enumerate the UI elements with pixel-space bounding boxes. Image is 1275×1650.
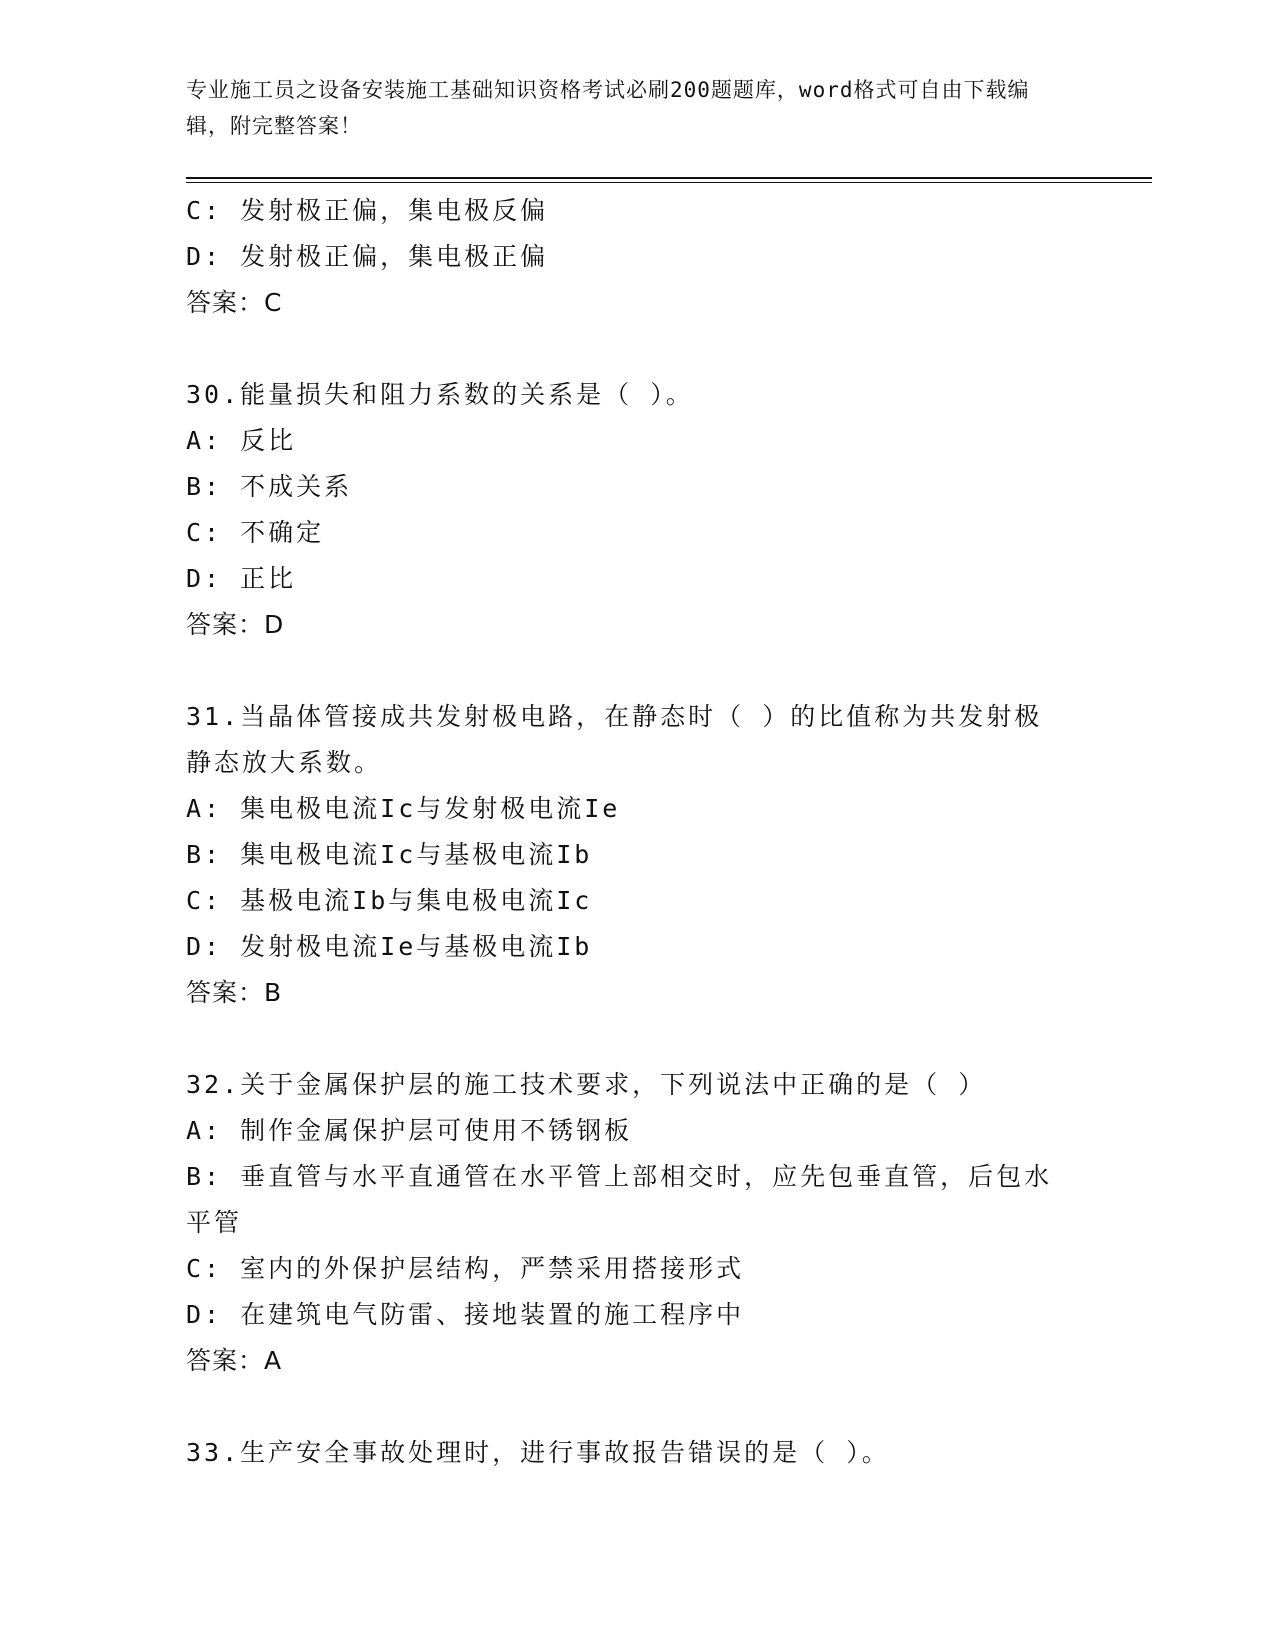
- option-b: B: 集电极电流Ic与基极电流Ib: [186, 840, 593, 869]
- option-a: A: 反比: [186, 426, 297, 455]
- question-stem: 30.能量损失和阻力系数的关系是（ ）。: [186, 380, 694, 409]
- option-a: A: 集电极电流Ic与发射极电流Ie: [186, 794, 621, 823]
- option-b: B: 垂直管与水平直通管在水平管上部相交时，应先包垂直管，后包水平管: [186, 1162, 1053, 1237]
- option-a: A: 制作金属保护层可使用不锈钢板: [186, 1116, 633, 1145]
- question-stem: 33.生产安全事故处理时，进行事故报告错误的是（ ）。: [186, 1438, 890, 1467]
- answer-line: 答案：B: [186, 978, 283, 1007]
- option-c: C: 不确定: [186, 518, 325, 547]
- option-b: B: 不成关系: [186, 472, 353, 501]
- answer-line: 答案：C: [186, 288, 283, 317]
- question-stem: 31.当晶体管接成共发射极电路，在静态时（ ）的比值称为共发射极静态放大系数。: [186, 702, 1043, 777]
- option-c: C: 发射极正偏，集电极反偏: [186, 196, 549, 225]
- option-c: C: 基极电流Ib与集电极电流Ic: [186, 886, 593, 915]
- spacer: [186, 648, 1086, 694]
- header-divider-thin: [186, 182, 1152, 183]
- answer-line: 答案：A: [186, 1346, 283, 1375]
- spacer: [186, 1384, 1086, 1430]
- option-d: D: 正比: [186, 564, 297, 593]
- question-stem: 32.关于金属保护层的施工技术要求，下列说法中正确的是（ ）: [186, 1070, 987, 1099]
- option-d: D: 在建筑电气防雷、接地装置的施工程序中: [186, 1300, 745, 1329]
- spacer: [186, 326, 1086, 372]
- option-d: D: 发射极正偏，集电极正偏: [186, 242, 549, 271]
- question-list: [186, 188, 1086, 1476]
- answer-line: 答案：D: [186, 610, 285, 639]
- option-c: C: 室内的外保护层结构，严禁采用搭接形式: [186, 1254, 745, 1283]
- spacer: [186, 1016, 1086, 1062]
- option-d: D: 发射极电流Ie与基极电流Ib: [186, 932, 593, 961]
- document-header: 专业施工员之设备安装施工基础知识资格考试必刷200题题库，word格式可自由下载编辑，附完整答案！: [186, 78, 1030, 138]
- header-divider-thick: [186, 177, 1152, 179]
